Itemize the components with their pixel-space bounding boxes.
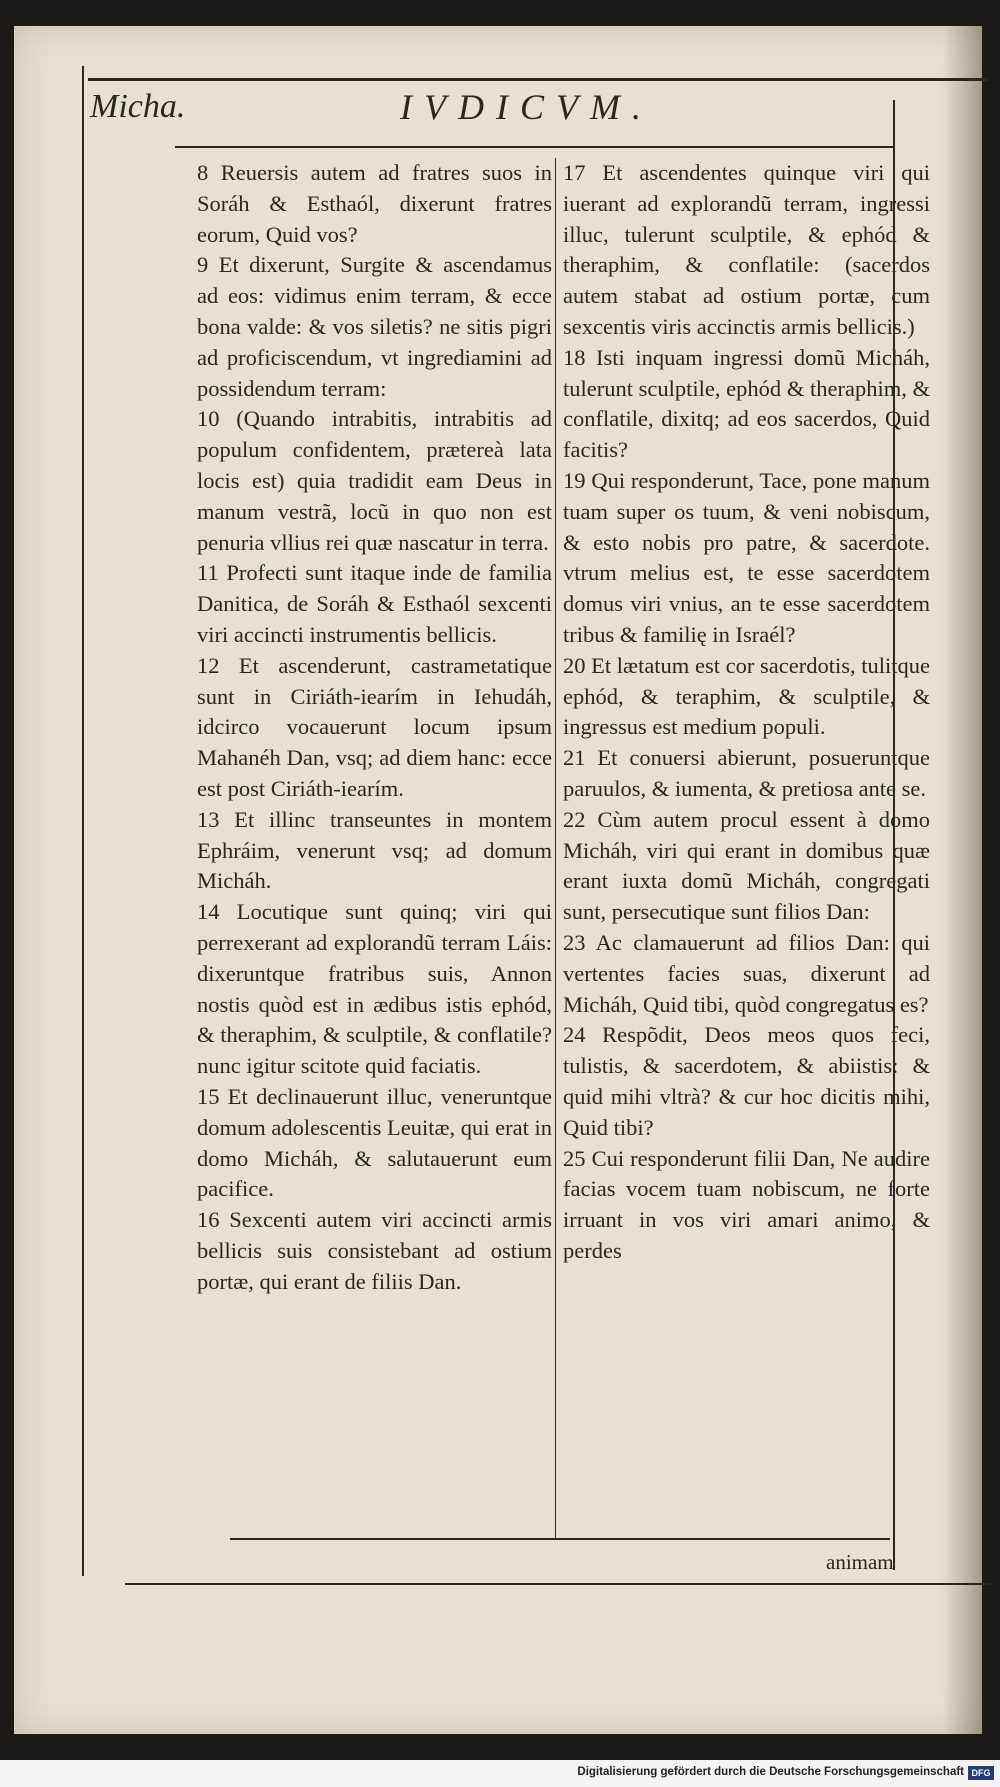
digitization-credit: Digitalisierung gefördert durch die Deutsche Forschungsgemeinschaft [577, 1766, 964, 1778]
running-head-left: Micha. [90, 88, 186, 125]
verse-14: 14 Locutique sunt quinq; viri qui perrexerant ad explorandũ terram Láis: dixeruntque fratribus suis, Annon nostis quòd est in ædibus istis ephód, & theraphim, & sculptile, & conflatile? nunc igitur scitote quid faciatis. [197, 899, 552, 1079]
page-edge-shadow [942, 26, 982, 1734]
left-frame-line [82, 66, 84, 1576]
verse-8: 8 Reuersis autem ad fratres suos in Soráh & Esthaól, dixerunt fratres eorum, Quid vos? [197, 160, 552, 247]
verse-11: 11 Profecti sunt itaque inde de familia Danitica, de Soráh & Esthaól sexcenti viri accincti instrumentis bellicis. [197, 560, 552, 647]
column-divider [555, 158, 556, 1538]
running-head-title: IVDICVM. [400, 87, 653, 127]
verse-18: 18 Isti inquam ingressi domũ Micháh, tulerunt sculptile, ephód & theraphim, & conflatile, dixitq; ad eos sacerdos, Quid facitis? [563, 344, 930, 463]
right-text-column [563, 158, 930, 1267]
verse-15: 15 Et declinauerunt illuc, veneruntque domum adolescentis Leuitæ, qui erat in domo Micháh, & salutauerunt eum pacifice. [197, 1083, 552, 1202]
dfg-logo: DFG [968, 1766, 994, 1780]
verse-19: 19 Qui responderunt, Tace, pone manum tuam super os tuum, & veni nobiscum, & esto nobis pro patre, & sacerdote. vtrum melius est, te esse sacerdotem domus viri vnius, an te esse sacerdotem tribus & familię in Israél? [563, 467, 930, 647]
verse-22: 22 Cùm autem procul essent à domo Micháh, viri qui erant in domibus quæ erant iuxta domũ Micháh, congregati sunt, persecutique sunt filios Dan: [563, 806, 930, 925]
verse-24: 24 Respõdit, Deos meos quos feci, tulistis, & sacerdotem, & abiistis: & quid mihi vltrà? & cur hoc dicitis mihi, Quid tibi? [563, 1022, 930, 1140]
catchword: animam [826, 1550, 894, 1574]
bottom-rule [230, 1538, 890, 1540]
left-text-column [197, 158, 552, 1297]
verse-21: 21 Et conuersi abierunt, posueruntque paruulos, & iumenta, & pretiosa ante se. [563, 745, 930, 801]
verse-10: 10 (Quando intrabitis, intrabitis ad populum confidentem, prætereà lata locis est) quia tradidit eam Deus in manum vestrã, locũ in quo non est penuria vllius rei quæ nascatur in terra. [197, 406, 552, 555]
verse-25: 25 Cui responderunt filii Dan, Ne audire facias vocem tuam nobiscum, ne forte irruant in vos viri amari animo, & perdes [563, 1145, 930, 1263]
header-rule [175, 146, 895, 148]
verse-20: 20 Et lætatum est cor sacerdotis, tulitque ephód, & teraphim, & sculptile, & ingressus est medium populi. [563, 652, 930, 740]
verse-17: 17 Et ascendentes quinque viri qui iuerant ad explorandũ terram, ingressi illuc, tulerunt sculptile, & ephód & theraphim, & conflatile: (sacerdos autem stabat ad ostium portæ, cum sexcentis viris accinctis armis bellicis.) [563, 160, 930, 339]
verse-13: 13 Et illinc transeuntes in montem Ephráim, venerunt vsq; ad domum Micháh. [197, 806, 552, 894]
verse-16: 16 Sexcenti autem viri accincti armis bellicis suis consistebant ad ostium portæ, qui erant de filiis Dan. [197, 1207, 552, 1294]
lower-rule [125, 1583, 990, 1585]
verse-9: 9 Et dixerunt, Surgite & ascendamus ad eos: vidimus enim terram, & ecce bona valde: & vos siletis? ne sitis pigri ad proficiscendum, vt ingrediamini ad possidendum terram: [197, 252, 552, 401]
verse-23: 23 Ac clamauerunt ad filios Dan: qui vertentes facies suas, dixerunt ad Micháh, Quid tibi, quòd congregatus es? [563, 929, 930, 1017]
verse-12: 12 Et ascenderunt, castrametatique sunt in Ciriáth-iearím in Iehudáh, idcirco vocauerunt locum ipsum Mahanéh Dan, vsq; ad diem hanc: ecce est post Ciriáth-iearím. [197, 652, 552, 801]
top-rule [88, 78, 988, 81]
